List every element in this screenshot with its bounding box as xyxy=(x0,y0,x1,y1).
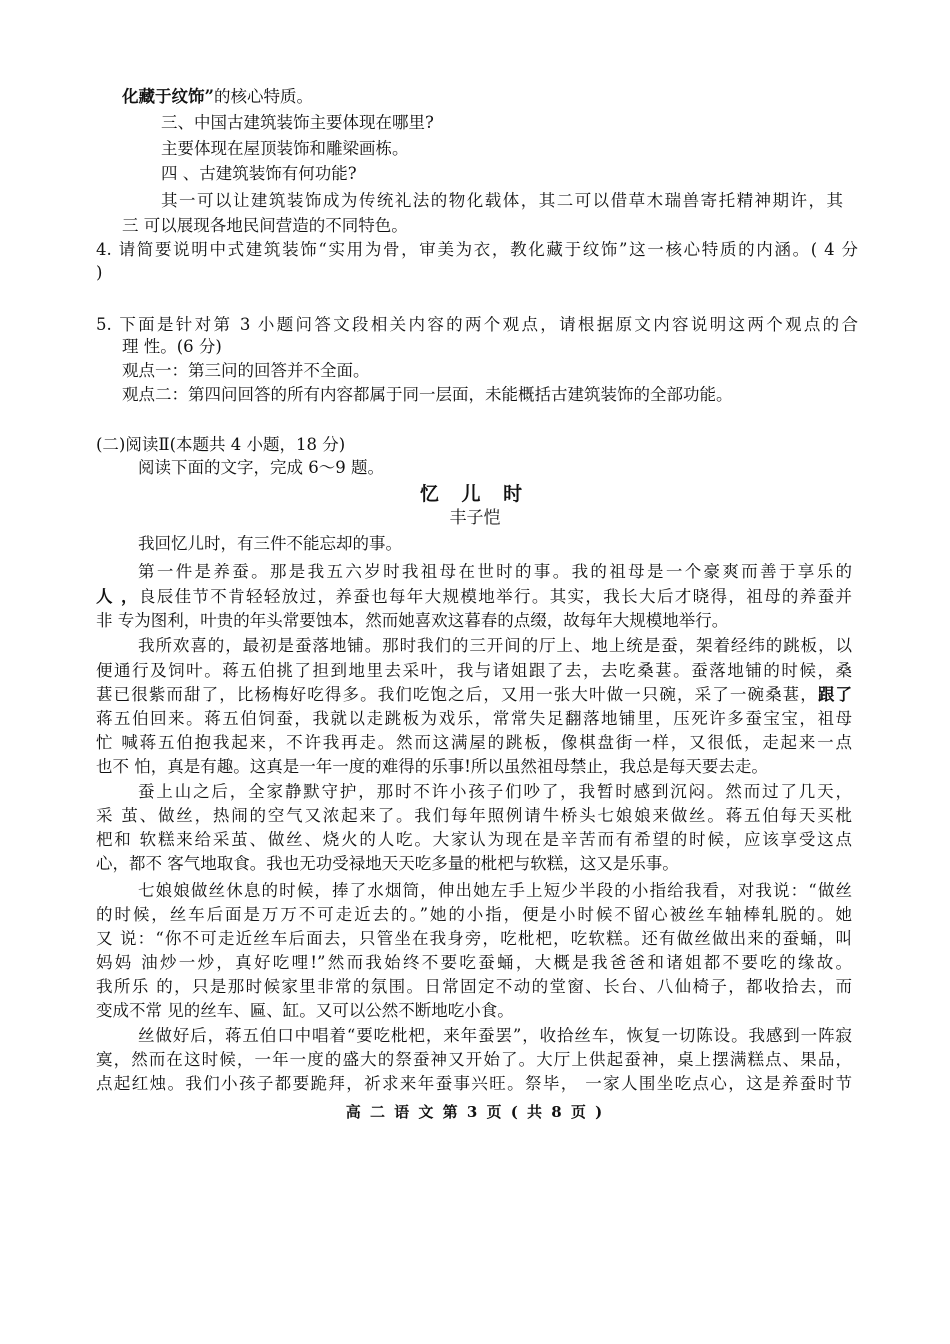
question-5-line-1: 5. 下面是针对第 3 小题问答文段相关内容的两个观点，请根据原文内容说明这两个观点的合 xyxy=(96,315,858,334)
bold-char: 人 ， xyxy=(96,587,139,606)
paragraph-5-line-6: 变成不常 见的丝车、匾、缸。又可以公然不断地吃小食。 xyxy=(96,1001,514,1020)
paragraph-5-line-2: 的时候，丝车后面是万万不可走近去的。”她的小指，便是小时候不留心被丝车轴棒轧脱的。她 xyxy=(96,905,852,924)
paragraph-3-line-3 xyxy=(96,684,852,706)
answer-3-text: 主要体现在屋顶装饰和雕梁画栋。 xyxy=(161,139,409,158)
paragraph-3-line-4: 蒋五伯回来。蒋五伯饲蚕，我就以走跳板为戏乐，常常失足翻落地铺里，压死许多蚕宝宝，祖母 xyxy=(96,709,852,728)
paragraph-6-line-3: 点起红烛。我们小孩子都要跪拜，祈求来年蚕事兴旺。祭毕， 一家人围坐吃点心，这是养蚕时节 xyxy=(96,1074,852,1093)
continued-text: 的核心特质。 xyxy=(214,87,313,106)
paragraph-4-line-2: 采 茧、做丝，热闹的空气又浓起来了。我们每年照例请牛桥头七娘娘来做丝。蒋五伯每天买枇 xyxy=(96,806,852,825)
paragraph-6-line-1: 丝做好后，蒋五伯口中唱着“要吃枇杷，来年蚕罢”，收拾丝车，恢复一切陈设。我感到一阵寂 xyxy=(138,1026,852,1045)
question-4-line-1: 4. 请简要说明中式建筑装饰“实用为骨，审美为衣，教化藏于纹饰”这一核心特质的内涵。( 4 分 xyxy=(96,240,858,259)
paragraph-2-line-3: 非 专为图利，叶贵的年头常要蚀本，然而她喜欢这暮春的点缀，故每年大规模地举行。 xyxy=(96,611,729,630)
answer-4-line-1: 其一可以让建筑装饰成为传统礼法的物化载体，其二可以借草木瑞兽寄托精神期许，其 xyxy=(161,191,843,210)
paragraph-5-line-5: 我所乐 的，只是那时候家里非常的氛围。日常固定不动的堂窗、长台、八仙椅子，都收拾去，而 xyxy=(96,977,852,996)
paragraph-3-line-6: 也不 怕，真是有趣。这真是一年一度的难得的乐事!所以虽然祖母禁止，我总是每天要去走。 xyxy=(96,757,768,776)
bold-phrase: 跟了 xyxy=(817,685,853,704)
viewpoint-1: 观点一：第三问的回答并不全面。 xyxy=(122,361,370,380)
question-5-line-2: 理 性。(6 分) xyxy=(122,337,222,356)
question-3-text: 三、中国古建筑装饰主要体现在哪里? xyxy=(161,113,434,132)
question-4-text: 四 、古建筑装饰有何功能? xyxy=(161,164,357,183)
paragraph-4-line-3: 杷和 软糕来给采茧、做丝、烧火的人吃。大家认为现在是辛苦而有希望的时候，应该享受这点 xyxy=(96,830,852,849)
paragraph-4-line-1: 蚕上山之后，全家静默守护，那时不许小孩子们吵了，我暂时感到沉闷。然而过了几天， xyxy=(138,782,852,801)
paragraph-3-line-1: 我所欢喜的，最初是蚕落地铺。那时我们的三开间的厅上、地上统是蚕，架着经纬的跳板，以 xyxy=(138,636,852,655)
paragraph-3-line-5: 忙 喊蒋五伯抱我起来，不许我再走。然而这满屋的跳板，像棋盘街一样，又很低，走起来一点 xyxy=(96,733,852,752)
paragraph-2-line-1: 第一件是养蚕。那是我五六岁时我祖母在世时的事。我的祖母是一个豪爽而善于享乐的 xyxy=(138,562,852,581)
paragraph-5-line-1: 七娘娘做丝休息的时候，捧了水烟筒，伸出她左手上短少半段的小指给我看，对我说：“做丝 xyxy=(138,881,852,900)
paragraph-3-line-3-text: 葚已很紫而甜了，比杨梅好吃得多。我们吃饱之后，又用一张大叶做一只碗，采了一碗桑葚， xyxy=(96,685,818,704)
continued-line xyxy=(122,86,313,108)
question-4-line-2: ) xyxy=(96,263,103,282)
paragraph-5-line-3: 又 说：“你不可走近丝车后面去，只管坐在我身旁，吃枇杷，吃软糕。还有做丝做出来的蚕蛹，叫 xyxy=(96,929,852,948)
page-footer: 高 二 语 文 第 3 页 ( 共 8 页 ) xyxy=(345,1103,605,1121)
article-title: 忆 儿 时 xyxy=(419,483,531,505)
section-heading: (二)阅读Ⅱ(本题共 4 小题，18 分) xyxy=(96,435,346,454)
paragraph-3-line-2: 便通行及饲叶。蒋五伯挑了担到地里去采叶，我与诸姐跟了去，去吃桑葚。蚕落地铺的时候，桑 xyxy=(96,661,852,680)
section-instruction: 阅读下面的文字，完成 6～9 题。 xyxy=(138,458,384,477)
paragraph-2-line-2-text: 良辰佳节不肯轻轻放过，养蚕也每年大规模地举行。其实，我长大后才晓得，祖母的养蚕并 xyxy=(138,587,853,606)
article-author: 丰子恺 xyxy=(449,508,501,528)
paragraph-6-line-2: 寞，然而在这时候，一年一度的盛大的祭蚕神又开始了。大厅上供起蚕神，桌上摆满糕点、果品， xyxy=(96,1050,852,1069)
paragraph-5-line-4: 妈妈 油炒一炒，真好吃哩!”然而我始终不要吃蚕蛹，大概是我爸爸和诸姐都不要吃的缘故。 xyxy=(96,953,852,972)
paragraph-1: 我回忆儿时，有三件不能忘却的事。 xyxy=(138,534,402,553)
bold-quote: 化藏于纹饰” xyxy=(122,87,214,106)
paragraph-4-line-4: 心，都不 客气地取食。我也无功受禄地天天吃多量的枇杷与软糕，这又是乐事。 xyxy=(96,854,679,873)
answer-4-line-2: 三 可以展现各地民间营造的不同特色。 xyxy=(122,216,408,235)
paragraph-2-line-2 xyxy=(96,586,852,608)
viewpoint-2: 观点二：第四问回答的所有内容都属于同一层面，未能概括古建筑装饰的全部功能。 xyxy=(122,385,733,404)
